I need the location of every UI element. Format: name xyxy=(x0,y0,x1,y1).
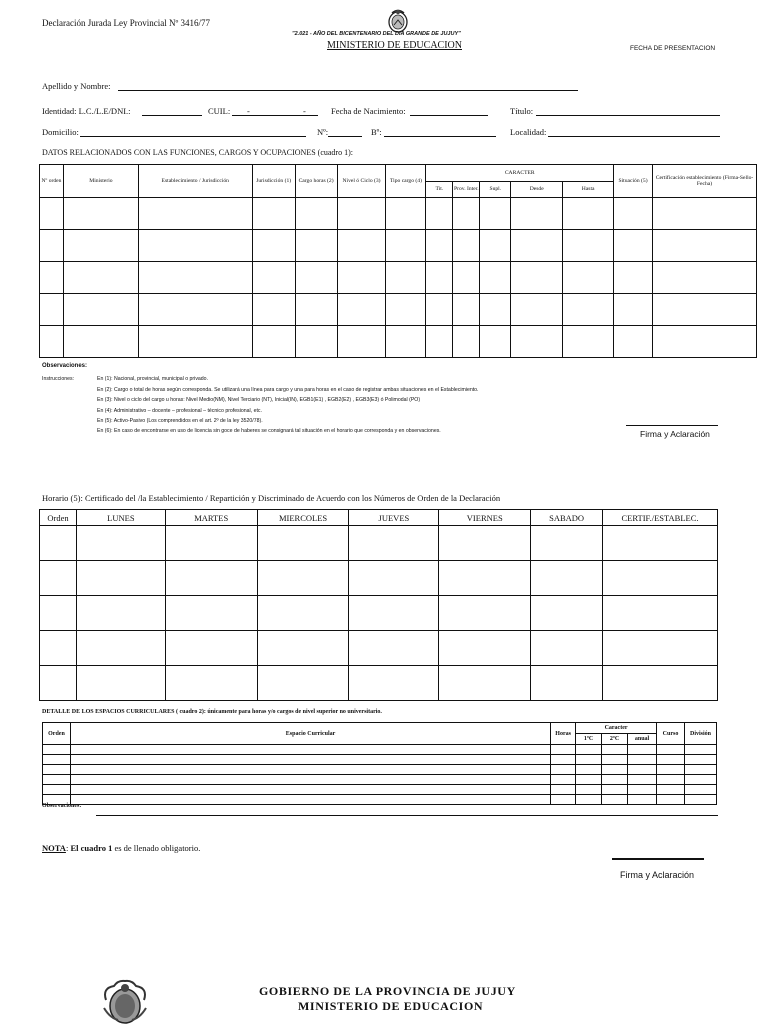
col-orden: Orden xyxy=(43,723,71,745)
table-row xyxy=(40,631,718,666)
apellido-label: Apellido y Nombre: xyxy=(42,81,111,91)
titulo-field[interactable] xyxy=(536,115,720,116)
coat-of-arms-icon xyxy=(100,978,150,1024)
table-cell[interactable] xyxy=(426,262,453,294)
table-row xyxy=(43,745,717,755)
table-cell[interactable] xyxy=(576,795,602,805)
table-cell[interactable] xyxy=(480,230,511,262)
table-cell[interactable] xyxy=(453,198,480,230)
table-cell[interactable] xyxy=(576,755,602,765)
col-supl: Supl. xyxy=(480,182,511,198)
table-cell[interactable] xyxy=(453,262,480,294)
table-cell[interactable] xyxy=(653,230,757,262)
localidad-label: Localidad: xyxy=(510,127,547,137)
ministry-title: MINISTERIO DE EDUCACION xyxy=(327,40,462,51)
table-cell[interactable] xyxy=(252,326,295,358)
table-row xyxy=(43,765,717,775)
table-cell[interactable] xyxy=(40,666,77,701)
table-cell[interactable] xyxy=(63,262,138,294)
barrio-label: Bº: xyxy=(371,127,382,137)
table-cell[interactable] xyxy=(653,294,757,326)
table-cell[interactable] xyxy=(40,262,64,294)
table-cell[interactable] xyxy=(295,262,337,294)
table-cell[interactable] xyxy=(439,666,531,701)
table-cell[interactable] xyxy=(684,745,716,755)
signature-line xyxy=(626,425,718,426)
table-cell[interactable] xyxy=(453,326,480,358)
nota-sep: : xyxy=(65,843,71,853)
table-cell[interactable] xyxy=(614,262,653,294)
col-header: VIERNES xyxy=(439,510,531,526)
col-horas: Horas xyxy=(551,723,576,745)
identidad-field[interactable] xyxy=(142,115,202,116)
nacimiento-label: Fecha de Nacimiento: xyxy=(331,106,406,116)
table-cell[interactable] xyxy=(349,596,439,631)
table-cell[interactable] xyxy=(252,262,295,294)
nacimiento-field[interactable] xyxy=(410,115,488,116)
col-establecimiento: Establecimiento / Jurisdicción xyxy=(138,165,252,198)
table-cell[interactable] xyxy=(295,198,337,230)
table-cell[interactable] xyxy=(70,745,550,755)
table2-title: Horario (5): Certificado del /la Establecimiento / Repartición y Discriminado de Acuerdo con los Números de Orden de la Declaración xyxy=(42,493,501,503)
table-cell[interactable] xyxy=(138,326,252,358)
col-1c: 1ºC xyxy=(576,734,602,745)
table-cell[interactable] xyxy=(531,526,603,561)
table-cell[interactable] xyxy=(628,765,657,775)
firma2-label: Firma y Aclaración xyxy=(620,870,695,880)
table-cell[interactable] xyxy=(76,666,165,701)
table-cell[interactable] xyxy=(76,526,165,561)
table-cell[interactable] xyxy=(43,745,71,755)
col-tit: Tit. xyxy=(426,182,453,198)
instrucciones-label: Instrucciones: xyxy=(42,376,75,382)
table-cell[interactable] xyxy=(453,294,480,326)
table-cell[interactable] xyxy=(653,198,757,230)
schedule-table xyxy=(39,509,718,701)
table3-title: DETALLE DE LOS ESPACIOS CURRICULARES ( cuadro 2): únicamente para horas y/o cargos de nivel superior no universitario. xyxy=(42,709,382,715)
table-cell[interactable] xyxy=(602,795,628,805)
table-row xyxy=(43,775,717,785)
table-row xyxy=(40,561,718,596)
table-cell[interactable] xyxy=(63,198,138,230)
table-cell[interactable] xyxy=(576,775,602,785)
table-cell[interactable] xyxy=(628,785,657,795)
table-cell[interactable] xyxy=(337,230,386,262)
table-cell[interactable] xyxy=(165,561,257,596)
table-cell[interactable] xyxy=(657,775,685,785)
table-cell[interactable] xyxy=(349,666,439,701)
signature-line xyxy=(612,858,704,860)
table-cell[interactable] xyxy=(628,795,657,805)
col-header: CERTIF./ESTABLEC. xyxy=(603,510,718,526)
table-cell[interactable] xyxy=(426,294,453,326)
table-row xyxy=(43,755,717,765)
nota-rest: es de llenado obligatorio. xyxy=(112,843,201,853)
table-cell[interactable] xyxy=(40,198,64,230)
identidad-label: Identidad: L.C./L.E/DNI.: xyxy=(42,106,131,116)
col-nivel: Nivel ó Ciclo (3) xyxy=(337,165,386,198)
table-cell[interactable] xyxy=(511,294,563,326)
table-cell[interactable] xyxy=(563,294,614,326)
table-cell[interactable] xyxy=(602,785,628,795)
table-cell[interactable] xyxy=(657,755,685,765)
table-cell[interactable] xyxy=(603,631,718,666)
col-desde: Desde xyxy=(511,182,563,198)
table-cell[interactable] xyxy=(165,596,257,631)
table-cell[interactable] xyxy=(551,785,576,795)
table-cell[interactable] xyxy=(684,785,716,795)
instruction-line: En (6): En caso de encontrarse en uso de licencia sin goce de haberes se consignará tal situación en el horario que corresponda y en observaciones. xyxy=(97,428,441,434)
table-cell[interactable] xyxy=(63,230,138,262)
col-header: JUEVES xyxy=(349,510,439,526)
table-cell[interactable] xyxy=(252,294,295,326)
table-cell[interactable] xyxy=(43,765,71,775)
table-cell[interactable] xyxy=(40,294,64,326)
col-header: MIERCOLES xyxy=(257,510,349,526)
table-cell[interactable] xyxy=(657,765,685,775)
table-cell[interactable] xyxy=(337,294,386,326)
col-certificacion: Certificación establecimiento (Firma-Sello-Fecha) xyxy=(653,165,757,198)
table-cell[interactable] xyxy=(480,262,511,294)
table-cell[interactable] xyxy=(252,230,295,262)
table-cell[interactable] xyxy=(40,326,64,358)
table-cell[interactable] xyxy=(386,262,426,294)
table-row xyxy=(40,294,757,326)
table-cell[interactable] xyxy=(531,666,603,701)
table-cell[interactable] xyxy=(70,785,550,795)
col-ministerio: Ministerio xyxy=(63,165,138,198)
table-cell[interactable] xyxy=(439,526,531,561)
table-cell[interactable] xyxy=(386,230,426,262)
table-cell[interactable] xyxy=(563,198,614,230)
firma-label: Firma y Aclaración xyxy=(640,429,710,439)
bicentenario-motto: "2.021 - AÑO DEL BICENTENARIO DEL DIA GRANDE DE JUJUY" xyxy=(292,31,461,37)
table-row xyxy=(40,198,757,230)
titulo-label: Título: xyxy=(510,106,534,116)
table-cell[interactable] xyxy=(76,631,165,666)
footer-ministerio: MINISTERIO DE EDUCACION xyxy=(298,999,484,1013)
table-row xyxy=(40,666,718,701)
col-header: Orden xyxy=(40,510,77,526)
table-cell[interactable] xyxy=(70,775,550,785)
table-cell[interactable] xyxy=(138,262,252,294)
table-cell[interactable] xyxy=(684,795,716,805)
observaciones-label: Observaciones: xyxy=(42,363,88,369)
table-cell[interactable] xyxy=(439,596,531,631)
table-cell[interactable] xyxy=(603,596,718,631)
table-cell[interactable] xyxy=(551,765,576,775)
table-cell[interactable] xyxy=(602,745,628,755)
table-row xyxy=(40,526,718,561)
table-cell[interactable] xyxy=(563,262,614,294)
instruction-line: En (1): Nacional, provincial, municipal o privado. xyxy=(97,376,209,382)
col-division: División xyxy=(684,723,716,745)
instruction-line: En (3): Nivel o ciclo del cargo u horas: Nivel Medio(NM), Nivel Terciario (NT), Inicial(IN), EGB1(E1) , EGB2(E2) , EGB3(E3) ó Polimodal (PO) xyxy=(97,397,421,403)
table-cell[interactable] xyxy=(165,526,257,561)
table-cell[interactable] xyxy=(684,775,716,785)
table1-title: DATOS RELACIONADOS CON LAS FUNCIONES, CARGOS Y OCUPACIONES (cuadro 1): xyxy=(42,148,353,157)
table-cell[interactable] xyxy=(70,795,550,805)
table-cell[interactable] xyxy=(602,755,628,765)
table-cell[interactable] xyxy=(684,765,716,775)
table-cell[interactable] xyxy=(257,596,349,631)
instruction-line: En (2): Cargo o total de horas según corresponda. Se utilizará una línea para cargo y una para horas en el caso de registrar ambas situaciones en el Establecimiento. xyxy=(97,387,479,393)
table-cell[interactable] xyxy=(40,230,64,262)
table-cell[interactable] xyxy=(349,561,439,596)
table-cell[interactable] xyxy=(337,198,386,230)
col-prov: Prov. Inter. xyxy=(453,182,480,198)
col-caracter: Caracter xyxy=(576,723,657,734)
table-cell[interactable] xyxy=(614,198,653,230)
observaciones2-field[interactable] xyxy=(96,815,718,816)
table-cell[interactable] xyxy=(628,745,657,755)
table-cell[interactable] xyxy=(563,326,614,358)
footer-gobierno: GOBIERNO DE LA PROVINCIA DE JUJUY xyxy=(259,984,516,998)
table-cell[interactable] xyxy=(426,198,453,230)
table-cell[interactable] xyxy=(563,230,614,262)
table-row xyxy=(40,262,757,294)
table-cell[interactable] xyxy=(576,745,602,755)
nota-bold: El cuadro 1 xyxy=(70,843,113,853)
col-caracter: CARACTER xyxy=(426,165,614,182)
table-cell[interactable] xyxy=(70,765,550,775)
col-orden: Nº orden xyxy=(40,165,64,198)
table-cell[interactable] xyxy=(603,561,718,596)
domicilio-field[interactable] xyxy=(80,136,306,137)
table-cell[interactable] xyxy=(439,631,531,666)
table-cell[interactable] xyxy=(684,755,716,765)
table-cell[interactable] xyxy=(337,326,386,358)
table-cell[interactable] xyxy=(295,230,337,262)
col-situacion: Situación (5) xyxy=(614,165,653,198)
table-cell[interactable] xyxy=(349,631,439,666)
barrio-field[interactable] xyxy=(384,136,496,137)
col-header: SABADO xyxy=(531,510,603,526)
table-cell[interactable] xyxy=(43,755,71,765)
table-cell[interactable] xyxy=(138,230,252,262)
table-cell[interactable] xyxy=(603,526,718,561)
col-curso: Curso xyxy=(657,723,685,745)
table-cell[interactable] xyxy=(628,775,657,785)
table-cell[interactable] xyxy=(43,775,71,785)
table-cell[interactable] xyxy=(511,230,563,262)
nota-prefix: NOTA xyxy=(42,843,66,853)
table-cell[interactable] xyxy=(76,596,165,631)
table-cell[interactable] xyxy=(63,326,138,358)
table-cell[interactable] xyxy=(657,795,685,805)
table-cell[interactable] xyxy=(295,326,337,358)
table-cell[interactable] xyxy=(531,596,603,631)
table-cell[interactable] xyxy=(511,198,563,230)
col-espacio: Espacio Curricular xyxy=(70,723,550,745)
instruction-line: En (4): Administrativo – docente – profesional – técnico profesional, etc. xyxy=(97,408,262,414)
table-cell[interactable] xyxy=(603,666,718,701)
table-cell[interactable] xyxy=(252,198,295,230)
col-anual: anual xyxy=(628,734,657,745)
table-cell[interactable] xyxy=(614,230,653,262)
table-cell[interactable] xyxy=(551,755,576,765)
table-cell[interactable] xyxy=(551,795,576,805)
col-jurisdiccion: Jurisdicción (1) xyxy=(252,165,295,198)
table-cell[interactable] xyxy=(40,631,77,666)
functions-table xyxy=(39,164,757,358)
table-cell[interactable] xyxy=(511,326,563,358)
table-cell[interactable] xyxy=(439,561,531,596)
presentation-date-label: FECHA DE PRESENTACION xyxy=(630,45,716,52)
table-cell[interactable] xyxy=(628,755,657,765)
table-cell[interactable] xyxy=(657,785,685,795)
table-cell[interactable] xyxy=(386,198,426,230)
table-cell[interactable] xyxy=(40,561,77,596)
table-cell[interactable] xyxy=(257,631,349,666)
table-row xyxy=(40,596,718,631)
table-cell[interactable] xyxy=(43,785,71,795)
law-reference: Declaración Jurada Ley Provincial Nº 3416/77 xyxy=(42,18,210,28)
table-cell[interactable] xyxy=(531,561,603,596)
col-header: LUNES xyxy=(76,510,165,526)
table-cell[interactable] xyxy=(257,666,349,701)
table-cell[interactable] xyxy=(386,294,426,326)
localidad-field[interactable] xyxy=(548,136,720,137)
table-cell[interactable] xyxy=(40,596,77,631)
numero-field[interactable] xyxy=(328,136,362,137)
cuil-separator: - xyxy=(247,106,250,116)
col-header: MARTES xyxy=(165,510,257,526)
table-cell[interactable] xyxy=(576,765,602,775)
table-cell[interactable] xyxy=(40,526,77,561)
observaciones2-label: Observaciones: xyxy=(42,803,82,809)
table-cell[interactable] xyxy=(551,745,576,755)
table-cell[interactable] xyxy=(480,294,511,326)
table-cell[interactable] xyxy=(480,326,511,358)
table-cell[interactable] xyxy=(480,198,511,230)
table-cell[interactable] xyxy=(70,755,550,765)
table-row xyxy=(40,230,757,262)
table-cell[interactable] xyxy=(426,230,453,262)
table-cell[interactable] xyxy=(531,631,603,666)
table-cell[interactable] xyxy=(551,775,576,785)
table-cell[interactable] xyxy=(386,326,426,358)
col-tipo: Tipo cargo (4) xyxy=(386,165,426,198)
table-cell[interactable] xyxy=(165,666,257,701)
table-cell[interactable] xyxy=(614,326,653,358)
table-cell[interactable] xyxy=(337,262,386,294)
table-cell[interactable] xyxy=(653,262,757,294)
cuil-label: CUIL: xyxy=(208,106,231,116)
table-cell[interactable] xyxy=(602,775,628,785)
table-cell[interactable] xyxy=(138,294,252,326)
table-cell[interactable] xyxy=(426,326,453,358)
table-cell[interactable] xyxy=(511,262,563,294)
table-cell[interactable] xyxy=(657,745,685,755)
table-cell[interactable] xyxy=(257,526,349,561)
table-cell[interactable] xyxy=(602,765,628,775)
apellido-field[interactable] xyxy=(118,90,578,91)
cuil-separator: - xyxy=(303,106,306,116)
instruction-line: En (5): Activo-Pasivo (Los comprendidos en el art. 2º de la ley 3520/78). xyxy=(97,418,263,424)
table-row xyxy=(43,785,717,795)
table-cell[interactable] xyxy=(295,294,337,326)
table-cell[interactable] xyxy=(349,526,439,561)
table-cell[interactable] xyxy=(257,561,349,596)
table-row xyxy=(43,795,717,805)
table-cell[interactable] xyxy=(614,294,653,326)
table-cell[interactable] xyxy=(63,294,138,326)
table-cell[interactable] xyxy=(576,785,602,795)
curricular-table xyxy=(42,722,717,805)
table-cell[interactable] xyxy=(653,326,757,358)
table-cell[interactable] xyxy=(76,561,165,596)
numero-label: Nº: xyxy=(317,127,329,137)
table-cell[interactable] xyxy=(138,198,252,230)
table-cell[interactable] xyxy=(165,631,257,666)
col-2c: 2ºC xyxy=(602,734,628,745)
col-hasta: Hasta xyxy=(563,182,614,198)
domicilio-label: Domicilio: xyxy=(42,127,79,137)
table-row xyxy=(40,326,757,358)
nota xyxy=(42,843,200,853)
table-cell[interactable] xyxy=(453,230,480,262)
col-cargo-horas: Cargo horas (2) xyxy=(295,165,337,198)
